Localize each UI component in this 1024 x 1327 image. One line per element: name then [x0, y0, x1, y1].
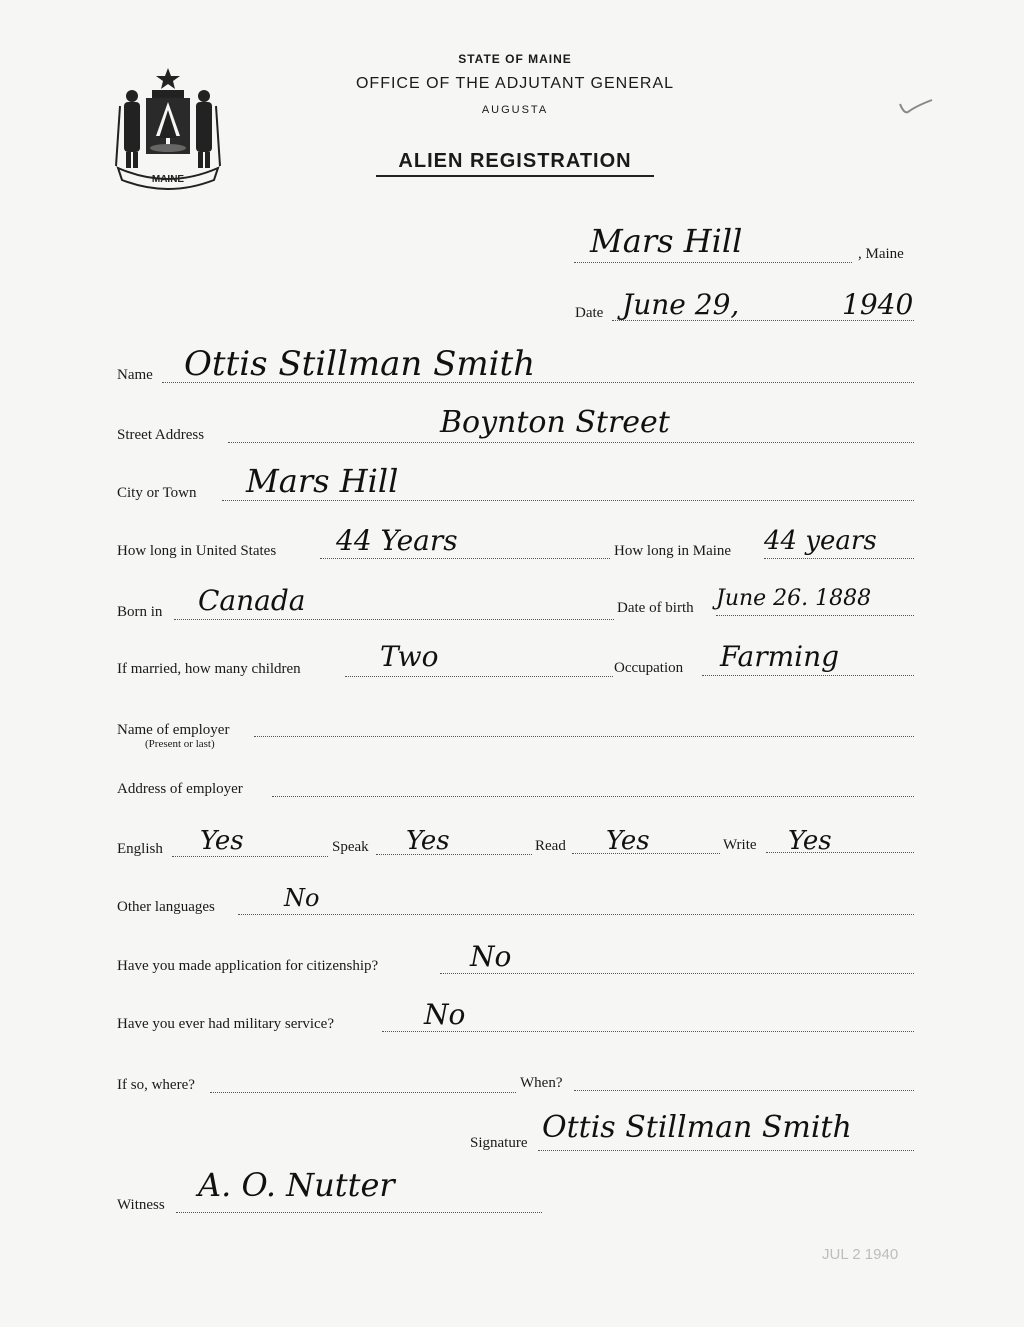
witness-value: A. O. Nutter — [198, 1166, 395, 1204]
other-languages-label: Other languages — [117, 899, 215, 915]
read-value: Yes — [606, 826, 650, 856]
state-name: STATE OF MAINE — [458, 52, 572, 66]
svg-text:MAINE: MAINE — [151, 174, 185, 185]
me-label: How long in Maine — [614, 543, 732, 559]
children-label: If married, how many children — [117, 661, 301, 677]
occupation-label: Occupation — [614, 660, 684, 676]
date-value: June 29, — [622, 288, 740, 321]
signature-label: Signature — [470, 1135, 528, 1151]
employer-sub-label: (Present or last) — [145, 738, 215, 750]
signature-value: Ottis Stillman Smith — [542, 1110, 852, 1145]
us-value: 44 Years — [336, 524, 458, 557]
town-value: Mars Hill — [590, 222, 743, 260]
dob-label: Date of birth — [617, 600, 694, 616]
name-label: Name — [117, 367, 153, 383]
check-mark-icon — [896, 96, 936, 120]
received-date-stamp: JUL 2 1940 — [822, 1246, 899, 1263]
write-value: Yes — [788, 826, 832, 856]
dob-value: June 26. 1888 — [716, 586, 872, 611]
date-year-value: 1940 — [842, 288, 914, 321]
occupation-value: Farming — [720, 640, 840, 673]
write-label: Write — [723, 837, 757, 853]
employer-address-label: Address of employer — [117, 781, 243, 797]
other-languages-value: No — [284, 884, 320, 912]
street-label: Street Address — [117, 427, 205, 443]
speak-label: Speak — [332, 839, 369, 855]
form-title: ALIEN REGISTRATION — [376, 150, 654, 177]
born-value: Canada — [198, 584, 306, 617]
maine-label: , Maine — [858, 246, 904, 262]
citizenship-value: No — [470, 940, 512, 973]
witness-label: Witness — [117, 1197, 165, 1213]
maine-state-seal-icon — [112, 66, 224, 190]
state-seal — [112, 66, 224, 190]
office-name: OFFICE OF THE ADJUTANT GENERAL — [355, 75, 675, 92]
employer-label: Name of employer — [117, 722, 230, 738]
born-label: Born in — [117, 604, 163, 620]
city-label: City or Town — [117, 485, 197, 501]
date-label: Date — [575, 305, 604, 321]
where-label: If so, where? — [117, 1077, 195, 1093]
english-label: English — [117, 841, 163, 857]
military-value: No — [424, 998, 466, 1031]
children-value: Two — [380, 640, 439, 673]
city-value: Mars Hill — [246, 462, 399, 500]
when-label: When? — [520, 1075, 563, 1091]
read-label: Read — [535, 838, 566, 854]
office-city: AUGUSTA — [481, 104, 549, 116]
us-label: How long in United States — [117, 543, 277, 559]
english-value: Yes — [200, 826, 244, 856]
me-value: 44 years — [764, 526, 877, 556]
military-label: Have you ever had military service? — [117, 1016, 334, 1032]
street-value: Boynton Street — [440, 405, 670, 440]
speak-value: Yes — [406, 826, 450, 856]
citizenship-label: Have you made application for citizenship? — [117, 958, 379, 974]
name-value: Ottis Stillman Smith — [184, 344, 536, 384]
